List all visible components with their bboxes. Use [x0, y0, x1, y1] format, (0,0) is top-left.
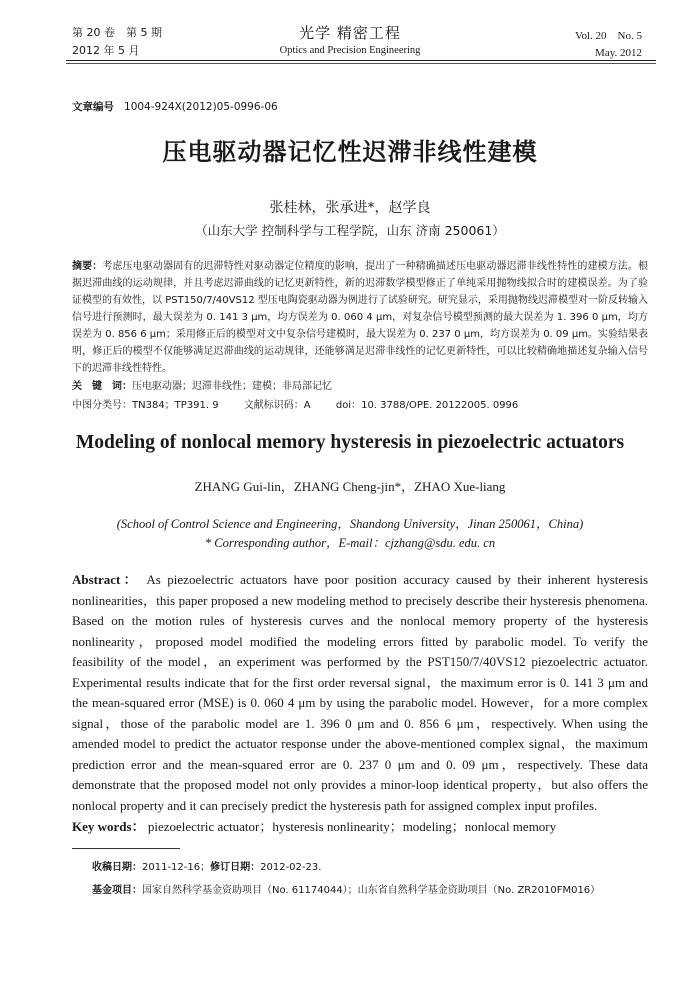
corresponding-author: * Corresponding author，E-mail：cjzhang@sdu. edu. cn	[204, 536, 496, 550]
abstract-en-text: As piezoelectric actuators have poor position accuracy caused by their inherent hysteresis nonlinearities，this paper proposed a new modeling method to precisely describe their hysteresis phenomena. Based on the motion rules of hysteresis curves and the nonlocal memory property of the hysteresis nonlinearity，proposed model modified the modeling errors fitted by parabolic model. To verify the feasibility of the model，an experiment was performed by the PST150/7/40VS12 piezoelectric actuator. Experimental results indicate that for the first order reversal signal，the maximum error is 0. 141 3 μm and the mean-squared error (MSE) is 0. 060 4 μm by using the parabolic model. However，for a more complex signal，those of the parabolic model are 1. 396 0 μm and 0. 856 6 μm，respectively. When using the amended model to predict the actuator response under the above-mentioned complex signal，the maximum prediction error and the mean-squared error are 0. 237 0 μm and 0. 09 μm，respectively. These data demonstrate that the proposed model not only provides a minor-loop identical property，but also offers the nonlocal property and it can precisely predict the hysteresis path for assigned complex input profiles.	[72, 572, 648, 813]
received-label: 收稿日期：	[92, 862, 142, 873]
volume-en: Vol. 20 No. 5	[574, 30, 642, 42]
title-cn: 压电驱动器记忆性迟滞非线性建模	[162, 138, 538, 166]
revised-label: 修订日期：	[210, 862, 261, 873]
journal-name-en: Optics and Precision Engineering	[279, 45, 421, 56]
title-en: Modeling of nonlocal memory hysteresis in piezoelectric actuators	[75, 432, 625, 453]
abstract-cn	[72, 258, 648, 377]
authors-cn: 张桂林，张承进*，赵学良	[269, 200, 431, 216]
keywords-en-label: Key words：	[72, 819, 145, 834]
abstract-en-label: Abstract：	[72, 572, 140, 587]
header-volume-en	[575, 28, 642, 62]
footnote-dates	[92, 858, 321, 873]
volume-cn: 第 20 卷 第 5 期	[72, 26, 162, 39]
journal-name-cn: 光学 精密工程	[299, 24, 401, 42]
affiliation-cn: （山东大学 控制科学与工程学院，山东 济南 250061）	[195, 223, 505, 238]
keywords-en-text: piezoelectric actuator；hysteresis nonlinearity；modeling；nonlocal memory	[147, 819, 557, 834]
header-rule-thin	[66, 63, 656, 64]
keywords-cn-text: 压电驱动器；迟滞非线性；建模；非局部记忆	[132, 381, 332, 392]
article-number	[72, 99, 278, 114]
revised-date: 2012-02-23.	[260, 862, 322, 873]
document-code: 文献标识码：A	[243, 400, 311, 411]
authors-en: ZHANG Gui-lin，ZHANG Cheng-jin*，ZHAO Xue-liang	[194, 479, 506, 494]
header-rule	[66, 60, 656, 61]
date-en: May. 2012	[595, 47, 642, 59]
doi: doi：10. 3788/OPE. 20122005. 0996	[335, 400, 519, 411]
abstract-cn-text: 考虑压电驱动器固有的迟滞特性对驱动器定位精度的影响，提出了一种精确描述压电驱动器迟滞非线性特性的建模方法。根据迟滞曲线的运动规律，并且考虑迟滞曲线的记忆更新特性，新的迟滞数学模型修正了单纯采用抛物线拟合时的建模误差。为了验证模型的有效性，以 PST150/7/40VS12 型压电陶瓷驱动器为例进行了试验研究。研究显示，采用抛物线迟滞模型对一阶反转输入信号进行预测时，最大误差为 0. 141 3 μm，均方误差为 0. 060 4 μm，对复杂信号模型预测的最大误差为 1. 396 0 μm，均方误差为 0. 856 6 μm；采用修正后的模型对文中复杂信号建模时，最大误差为 0. 237 0 μm，均方误差为 0. 09 μm。实验结果表明，修正后的模型不仅能够满足迟滞曲线的运动规律，还能够满足迟滞非线性的记忆更新特性，可以比较精确地描述复杂输入信号下的迟滞非线性特性。	[72, 261, 649, 374]
classification-line	[72, 396, 540, 411]
footnote-fund	[92, 881, 600, 896]
abstract-cn-label: 摘要：	[72, 261, 103, 272]
abstract-en	[72, 570, 648, 816]
received-date: 2011-12-16；	[142, 862, 211, 873]
article-number-label: 文章编号	[72, 101, 114, 113]
footnote-rule	[72, 848, 180, 849]
article-number-value: 1004-924X(2012)05-0996-06	[124, 101, 278, 113]
keywords-cn-label: 关 键 词：	[72, 381, 132, 392]
fund-text: 国家自然科学基金资助项目（No. 61174044）；山东省自然科学基金资助项目（No. ZR2010FM016）	[142, 885, 601, 896]
keywords-cn	[72, 377, 332, 392]
class-number: 中图分类号：TN384；TP391. 9	[72, 400, 219, 411]
fund-label: 基金项目：	[92, 885, 142, 896]
affiliation-en-text: (School of Control Science and Engineering，Shandong University，Jinan 250061，China)	[116, 517, 584, 531]
keywords-en	[72, 816, 556, 835]
date-cn: 2012 年 5 月	[72, 44, 140, 57]
affiliation-en	[0, 515, 700, 553]
